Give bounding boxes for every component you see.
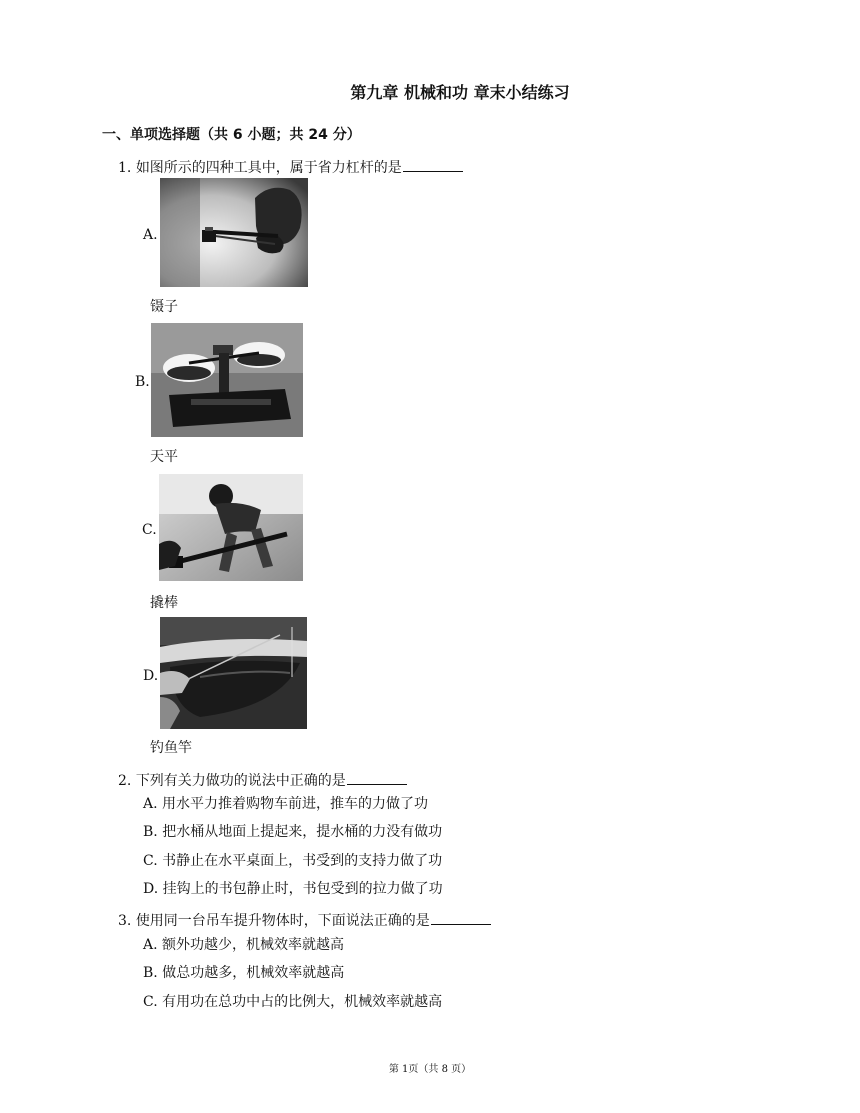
question-2: [118, 770, 407, 790]
tweezers-image: [160, 178, 308, 287]
option-a-caption: 镊子: [150, 299, 178, 315]
question-3: [118, 910, 491, 930]
answer-blank: [403, 159, 463, 172]
question-2-option-c: C. 书静止在水平桌面上，书受到的支持力做了功: [143, 853, 443, 869]
answer-blank: [347, 772, 407, 785]
option-c-caption: 撬棒: [150, 595, 178, 611]
question-3-option-a: A. 额外功越少，机械效率就越高: [143, 937, 345, 953]
question-1: [118, 157, 463, 177]
balance-scale-image: [151, 323, 303, 437]
question-2-option-b: B. 把水桶从地面上提起来，提水桶的力没有做功: [143, 824, 443, 840]
fishing-rod-image: [160, 617, 307, 729]
page-footer: 第 1页（共 8 页）: [388, 1064, 472, 1075]
crowbar-image: [159, 474, 303, 581]
section-heading: 一、单项选择题（共 6 小题；共 24 分）: [102, 127, 361, 143]
question-2-option-a: A. 用水平力推着购物车前进，推车的力做了功: [143, 796, 429, 812]
question-2-number: 2.: [118, 773, 132, 789]
page-title: 第九章 机械和功 章末小结练习: [350, 83, 570, 102]
question-2-option-d: D. 挂钩上的书包静止时，书包受到的拉力做了功: [143, 881, 443, 897]
option-d-caption: 钓鱼竿: [150, 740, 192, 756]
question-2-text: 下列有关力做功的说法中正确的是: [135, 773, 346, 789]
question-3-number: 3.: [118, 913, 132, 929]
answer-blank: [431, 912, 491, 925]
option-d-letter: D.: [143, 668, 159, 684]
option-c-letter: C.: [142, 522, 157, 538]
question-1-number: 1.: [118, 160, 132, 176]
question-3-text: 使用同一台吊车提升物体时，下面说法正确的是: [135, 913, 430, 929]
question-1-text: 如图所示的四种工具中，属于省力杠杆的是: [135, 160, 402, 176]
question-3-option-b: B. 做总功越多，机械效率就越高: [143, 965, 345, 981]
option-a-letter: A.: [143, 227, 158, 243]
question-3-option-c: C. 有用功在总功中占的比例大，机械效率就越高: [143, 994, 443, 1010]
option-b-letter: B.: [135, 374, 150, 390]
option-b-caption: 天平: [150, 449, 178, 465]
